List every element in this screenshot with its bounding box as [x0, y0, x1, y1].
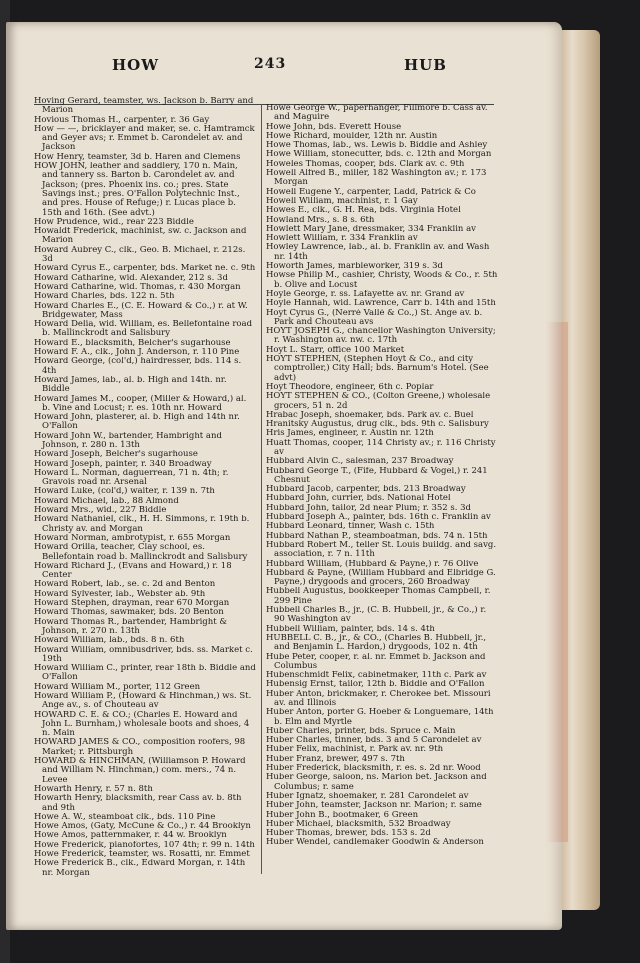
- directory-entry: Howard Cyrus E., carpenter, bds. Market ne. c. 9th: [34, 264, 256, 274]
- directory-entry: Howard William C., printer, rear 18th b. Biddle and O'Fallon: [34, 664, 256, 683]
- directory-entry: Howard James M., cooper, (Miller & Howard,) al. b. Vine and Locust; r. es. 10th nr. Howard: [34, 394, 247, 413]
- directory-entry: Howard Thomas, sawmaker, bds. 20 Benton: [34, 608, 224, 618]
- directory-entry: HOW JOHN, leather and saddlery, 170 n. Main, and tannery ss. Barton b. Carondelet av. and Jackson; (pres. Phoenix ins. co.; pres. State Savings inst.; pres. O'Fallon Polytechnic Inst., and pres. House of Refuge;) r. Lucas place b. 15th and 16th. (See advt.): [34, 162, 240, 218]
- directory-entry: Hubbard George T., (Fife, Hubbard & Vogel,) r. 241 Chesnut: [266, 466, 488, 485]
- directory-entry: Hoyle Hannah, wid. Lawrence, Carr b. 14th and 15th: [266, 299, 496, 309]
- directory-entry: Hubbard Alvin C., salesman, 237 Broadway: [266, 457, 454, 467]
- directory-entry: Hubbell Charles B., jr., (C. B. Hubbell, jr., & Co.,) r. 90 Washington av: [266, 606, 487, 625]
- directory-entry: Howlett Mary Jane, dressmaker, 334 Franklin av: [266, 224, 476, 234]
- directory-entry: Hubbard John, tailor, 2d near Plum; r. 352 s. 3d: [266, 503, 471, 513]
- directory-entry: Huber George, saloon, ns. Marion bet. Jackson and Columbus; r. same: [266, 773, 487, 792]
- directory-entry: Howe Frederick, pianofortes, 107 4th; r. 99 n. 14th: [34, 840, 255, 850]
- directory-entry: Howe Frederick, teamster, ws. Rosatti, nr. Emmet: [34, 850, 250, 860]
- directory-entry: Huber Frederick, blacksmith, r. es. s. 2d nr. Wood: [266, 764, 481, 774]
- directory-entry: Howard James, lab., al. b. High and 14th. nr. Biddle: [34, 375, 227, 395]
- directory-entry: Howard Delia, wid. William, es. Bellefontaine road b. Mallinckrodt and Salisbury: [34, 320, 253, 339]
- directory-entry: Howard Joseph, painter, r. 340 Broadway: [34, 459, 212, 469]
- directory-entry: Howard Luke, (col'd,) waiter, r. 139 n. 7th: [34, 487, 215, 497]
- directory-entry: Huber Thomas, brewer, bds. 153 s. 2d: [266, 829, 431, 839]
- directory-entry: Howaldt Frederick, machinist, sw. c. Jackson and Marion: [34, 227, 247, 246]
- directory-entry: Howard Charles, bds. 122 n. 5th: [34, 292, 175, 302]
- directory-entry: Hoyt Theodore, engineer, 6th c. Poplar: [266, 382, 434, 392]
- directory-entry: Howard Norman, ambrotypist, r. 655 Morgan: [34, 533, 231, 543]
- directory-entry: Howe Richard, moulder, 12th nr. Austin: [266, 131, 438, 141]
- directory-entry: Howe John, bds. Everett House: [266, 122, 402, 132]
- directory-entry: HOYT JOSEPH G., chancellor Washington University; r. Washington av. nw. c. 17th: [266, 327, 496, 346]
- directory-entry: Hoving Gerard, teamster, ws. Jackson b. Barry and Marion: [34, 97, 254, 116]
- page-number: 243: [254, 56, 287, 72]
- directory-entry: Howard E., blacksmith, Belcher's sugarhouse: [34, 338, 231, 348]
- directory-entry: Howe George W., paperhanger, Fillmore b. Cass av. and Maguire: [266, 104, 488, 123]
- directory-entry: Huber Charles, tinner, bds. 3 and 5 Carondelet av: [266, 736, 482, 746]
- directory-entry: Howard John, plasterer, al. b. High and 14th nr. O'Fallon: [34, 413, 240, 432]
- directory-entry: Howard Sylvester, lab., Webster ab. 9th: [34, 589, 206, 599]
- directory-entry: Howe A. W., steamboat clk., bds. 110 Pine: [34, 812, 216, 822]
- directory-entry: Huatt Thomas, cooper, 114 Christy av.; r. 116 Christy av: [266, 438, 496, 457]
- directory-entry: Hubbard Robert M., teller St. Louis buildg. and savg. association, r. 7 n. 11th: [266, 540, 497, 560]
- directory-entry: Huber Michael, blacksmith, 532 Broadway: [266, 819, 451, 829]
- directory-entry: Howell Eugene Y., carpenter, Ladd, Patrick & Co: [266, 187, 476, 197]
- directory-entry: Howe Amos, (Gaty, McCune & Co.,) r. 44 Brooklyn: [34, 822, 251, 832]
- directory-entry: Howard William M., porter, 112 Green: [34, 682, 201, 692]
- directory-entry: Huber Charles, printer, bds. Spruce c. Main: [266, 726, 456, 736]
- directory-entry: Howard Mrs., wid., 227 Biddle: [34, 506, 167, 516]
- directory-entry: Howard George, (col'd,) hairdresser, bds. 114 s. 4th: [34, 357, 242, 376]
- directory-entry: Howard Catharine, wid. Thomas, r. 430 Morgan: [34, 282, 241, 292]
- directory-entry: Hubbard Joseph A., painter, bds. 16th c. Franklin av: [266, 513, 491, 523]
- directory-entry: Hubbard Jacob, carpenter, bds. 213 Broadway: [266, 485, 466, 495]
- directory-entry: Howard Catharine, wid. Alexander, 212 s. 3d: [34, 273, 228, 283]
- directory-entry: Howes E., clk., G. H. Rea, bds. Virginia Hotel: [266, 206, 461, 216]
- directory-entry: Hubbard William, (Hubbard & Payne,) r. 76 Olive: [266, 559, 479, 569]
- directory-entry: Howard William, omnibusdriver, bds. ss. Market c. 19th: [34, 645, 253, 664]
- directory-entry: Howard Stephen, drayman, rear 670 Morgan: [34, 599, 230, 609]
- directory-entry: HUBBELL C. B., jr., & CO., (Charles B. Hubbell, jr., and Benjamin L. Hardon,) drygoods, 102 n. 4th: [266, 633, 487, 653]
- right-column: [266, 104, 498, 848]
- directory-entry: Hubbard John, currier, bds. National Hotel: [266, 494, 451, 504]
- directory-entry: Huber Felix, machinist, r. Park av. nr. 9th: [266, 745, 444, 755]
- directory-entry: Howard Joseph, Belcher's sugarhouse: [34, 450, 198, 460]
- directory-entry: Hubbard & Payne, (William Hubbard and Elbridge G. Payne,) drygoods and grocers, 260 Broadway: [266, 568, 496, 588]
- directory-entry: Hranitsky Augustus, drug clk., bds. 9th c. Salisbury: [266, 420, 489, 430]
- column-divider: [261, 104, 262, 874]
- directory-entry: HOWARD & HINCHMAN, (Williamson P. Howard and William N. Hinchman,) com. mers., 74 n. Levee: [34, 757, 246, 785]
- directory-entry: Howard Aubrey C., clk., Geo. B. Michael, r. 212s. 3d: [34, 245, 246, 265]
- directory-entry: Howse Philip M., cashier, Christy, Woods & Co., r. 5th b. Olive and Locust: [266, 271, 498, 290]
- directory-entry: Hubbell William, painter, bds. 14 s. 4th: [266, 624, 435, 634]
- directory-entry: Huber Wendel, candlemaker Goodwin & Anderson: [266, 838, 484, 848]
- directory-entry: Hubbell Augustus, bookkeeper Thomas Campbell, r. 299 Pine: [266, 587, 491, 606]
- directory-entry: Howard Richard J., (Evans and Howard,) r. 18 Center: [34, 561, 232, 581]
- directory-entry: Howard William, lab., bds. 8 n. 6th: [34, 636, 185, 646]
- directory-entry: Hris James, engineer, r. Austin nr. 12th: [266, 429, 434, 439]
- directory-entry: Hubensig Ernst, tailor, 12th b. Biddle and O'Fallon: [266, 680, 485, 690]
- directory-entry: Howard Michael, lab., 88 Almond: [34, 496, 179, 506]
- directory-entry: Hrabac Joseph, shoemaker, bds. Park av. c. Buel: [266, 410, 474, 420]
- directory-entry: Howe Frederick B., clk., Edward Morgan, r. 14th nr. Morgan: [34, 859, 246, 878]
- directory-entry: Howard L. Norman, daguerrean, 71 n. 4th; r. Gravois road nr. Arsenal: [34, 468, 229, 488]
- directory-entry: Huber Ignatz, shoemaker, r. 281 Carondelet av: [266, 791, 469, 801]
- directory-entry: Huber Franz, brewer, 497 s. 7th: [266, 754, 405, 764]
- directory-entry: Howard John W., bartender, Hambright and Johnson, r. 280 n. 13th: [34, 431, 222, 450]
- directory-entry: HOYT STEPHEN & CO., (Colton Greene,) wholesale grocers, 51 n. 2d: [266, 392, 491, 411]
- directory-entry: Huber Anton, porter G. Hoeber & Longuemare, 14th b. Elm and Myrtle: [266, 708, 494, 727]
- directory-entry: Hubenschmidt Felix, cabinetmaker, 11th c. Park av: [266, 671, 487, 681]
- left-column: [34, 97, 256, 878]
- directory-entry: Howard William P., (Howard & Hinchman,) ws. St. Ange av., s. of Chouteau av: [34, 692, 252, 711]
- directory-entry: Howlett William, r. 334 Franklin av: [266, 234, 418, 244]
- directory-entry: Howley Lawrence, lab., al. b. Franklin av. and Wash nr. 14th: [266, 243, 490, 262]
- page-stain: [546, 322, 568, 842]
- directory-entry: Hubbard Leonard, tinner, Wash c. 15th: [266, 522, 435, 532]
- directory-entry: HOYT STEPHEN, (Stephen Hoyt & Co., and city comptroller,) City Hall; bds. Barnum's Hotel. (See advt): [266, 355, 489, 383]
- directory-entry: Huber John, teamster, Jackson nr. Marion; r. same: [266, 801, 482, 811]
- directory-entry: Howarth Henry, blacksmith, rear Cass av. b. 8th and 9th: [34, 794, 242, 813]
- directory-entry: HOWARD JAMES & CO., composition roofers, 98 Market; r. Pittsburgh: [34, 738, 246, 757]
- directory-entry: Howard Nathaniel, clk., H. H. Simmons, r. 19th b. Christy av. and Morgan: [34, 515, 250, 534]
- directory-entry: Howe William, stonecutter, bds. c. 12th and Morgan: [266, 150, 492, 160]
- directory-entry: HOWARD C. E. & CO.; (Charles E. Howard and John L. Burnham,) wholesale boots and shoes, 4 n. Main: [34, 710, 250, 739]
- directory-entry: Howe Thomas, lab., ws. Lewis b. Biddle and Ashley: [266, 141, 488, 151]
- directory-entry: How — —, bricklayer and maker, se. c. Hamtramck and Geyer avs; r. Emmet b. Carondelet av. and Jackson: [34, 124, 255, 153]
- directory-entry: Hoyt L. Starr, office 100 Market: [266, 345, 405, 355]
- directory-entry: Hovious Thomas H., carpenter, r. 36 Gay: [34, 115, 210, 125]
- directory-entry: Howell Alfred B., miller, 182 Washington av.; r. 173 Morgan: [266, 169, 487, 188]
- directory-entry: Howeles Thomas, cooper, bds. Clark av. c. 9th: [266, 159, 465, 169]
- directory-entry: Howard Orilla, teacher, Clay school, es. Bellefontain road b. Mallinckrodt and Salisbury: [34, 543, 248, 562]
- directory-entry: How Prudence, wid., rear 223 Biddle: [34, 217, 194, 227]
- directory-entry: Huber John B., bootmaker, 6 Green: [266, 810, 419, 820]
- directory-entry: Hoyle George, r. ss. Lafayette av. nr. Grand av: [266, 289, 465, 299]
- directory-entry: Huber Anton, brickmaker, r. Cherokee bet. Missouri av. and Illinois: [266, 689, 491, 708]
- directory-entry: Howell William, machinist, r. 1 Gay: [266, 196, 418, 206]
- header-right-word: HUB: [404, 56, 447, 74]
- directory-entry: Howard Charles E., (C. E. Howard & Co.,) r. at W. Bridgewater, Mass: [34, 301, 248, 320]
- directory-entry: Howorth James, marbleworker, 319 s. 3d: [266, 262, 444, 272]
- directory-entry: Howard F. A., clk., John J. Anderson, r. 110 Pine: [34, 348, 240, 358]
- directory-entry: Howland Mrs., s. 8 s. 6th: [266, 215, 375, 225]
- directory-entry: Hubbard Nathan P., steamboatman, bds. 74 n. 15th: [266, 531, 488, 541]
- directory-entry: Howard Robert, lab., se. c. 2d and Benton: [34, 580, 216, 590]
- directory-entry: Howarth Henry, r. 57 n. 8th: [34, 784, 153, 794]
- directory-entry: Hoyt Cyrus G., (Nerré Vallé & Co.,) St. Ange av. b. Park and Chouteau avs: [266, 308, 483, 327]
- directory-entry: Howard Thomas R., bartender, Hambright & Johnson, r. 270 n. 13th: [34, 617, 227, 636]
- header-left-word: HOW: [112, 56, 160, 74]
- directory-entry: Howe Amos, patternmaker, r. 44 w. Brooklyn: [34, 831, 227, 841]
- directory-entry: Hube Peter, cooper, r. al. nr. Emmet b. Jackson and Columbus: [266, 652, 486, 671]
- directory-entry: How Henry, teamster, 3d b. Haren and Clemens: [34, 152, 241, 162]
